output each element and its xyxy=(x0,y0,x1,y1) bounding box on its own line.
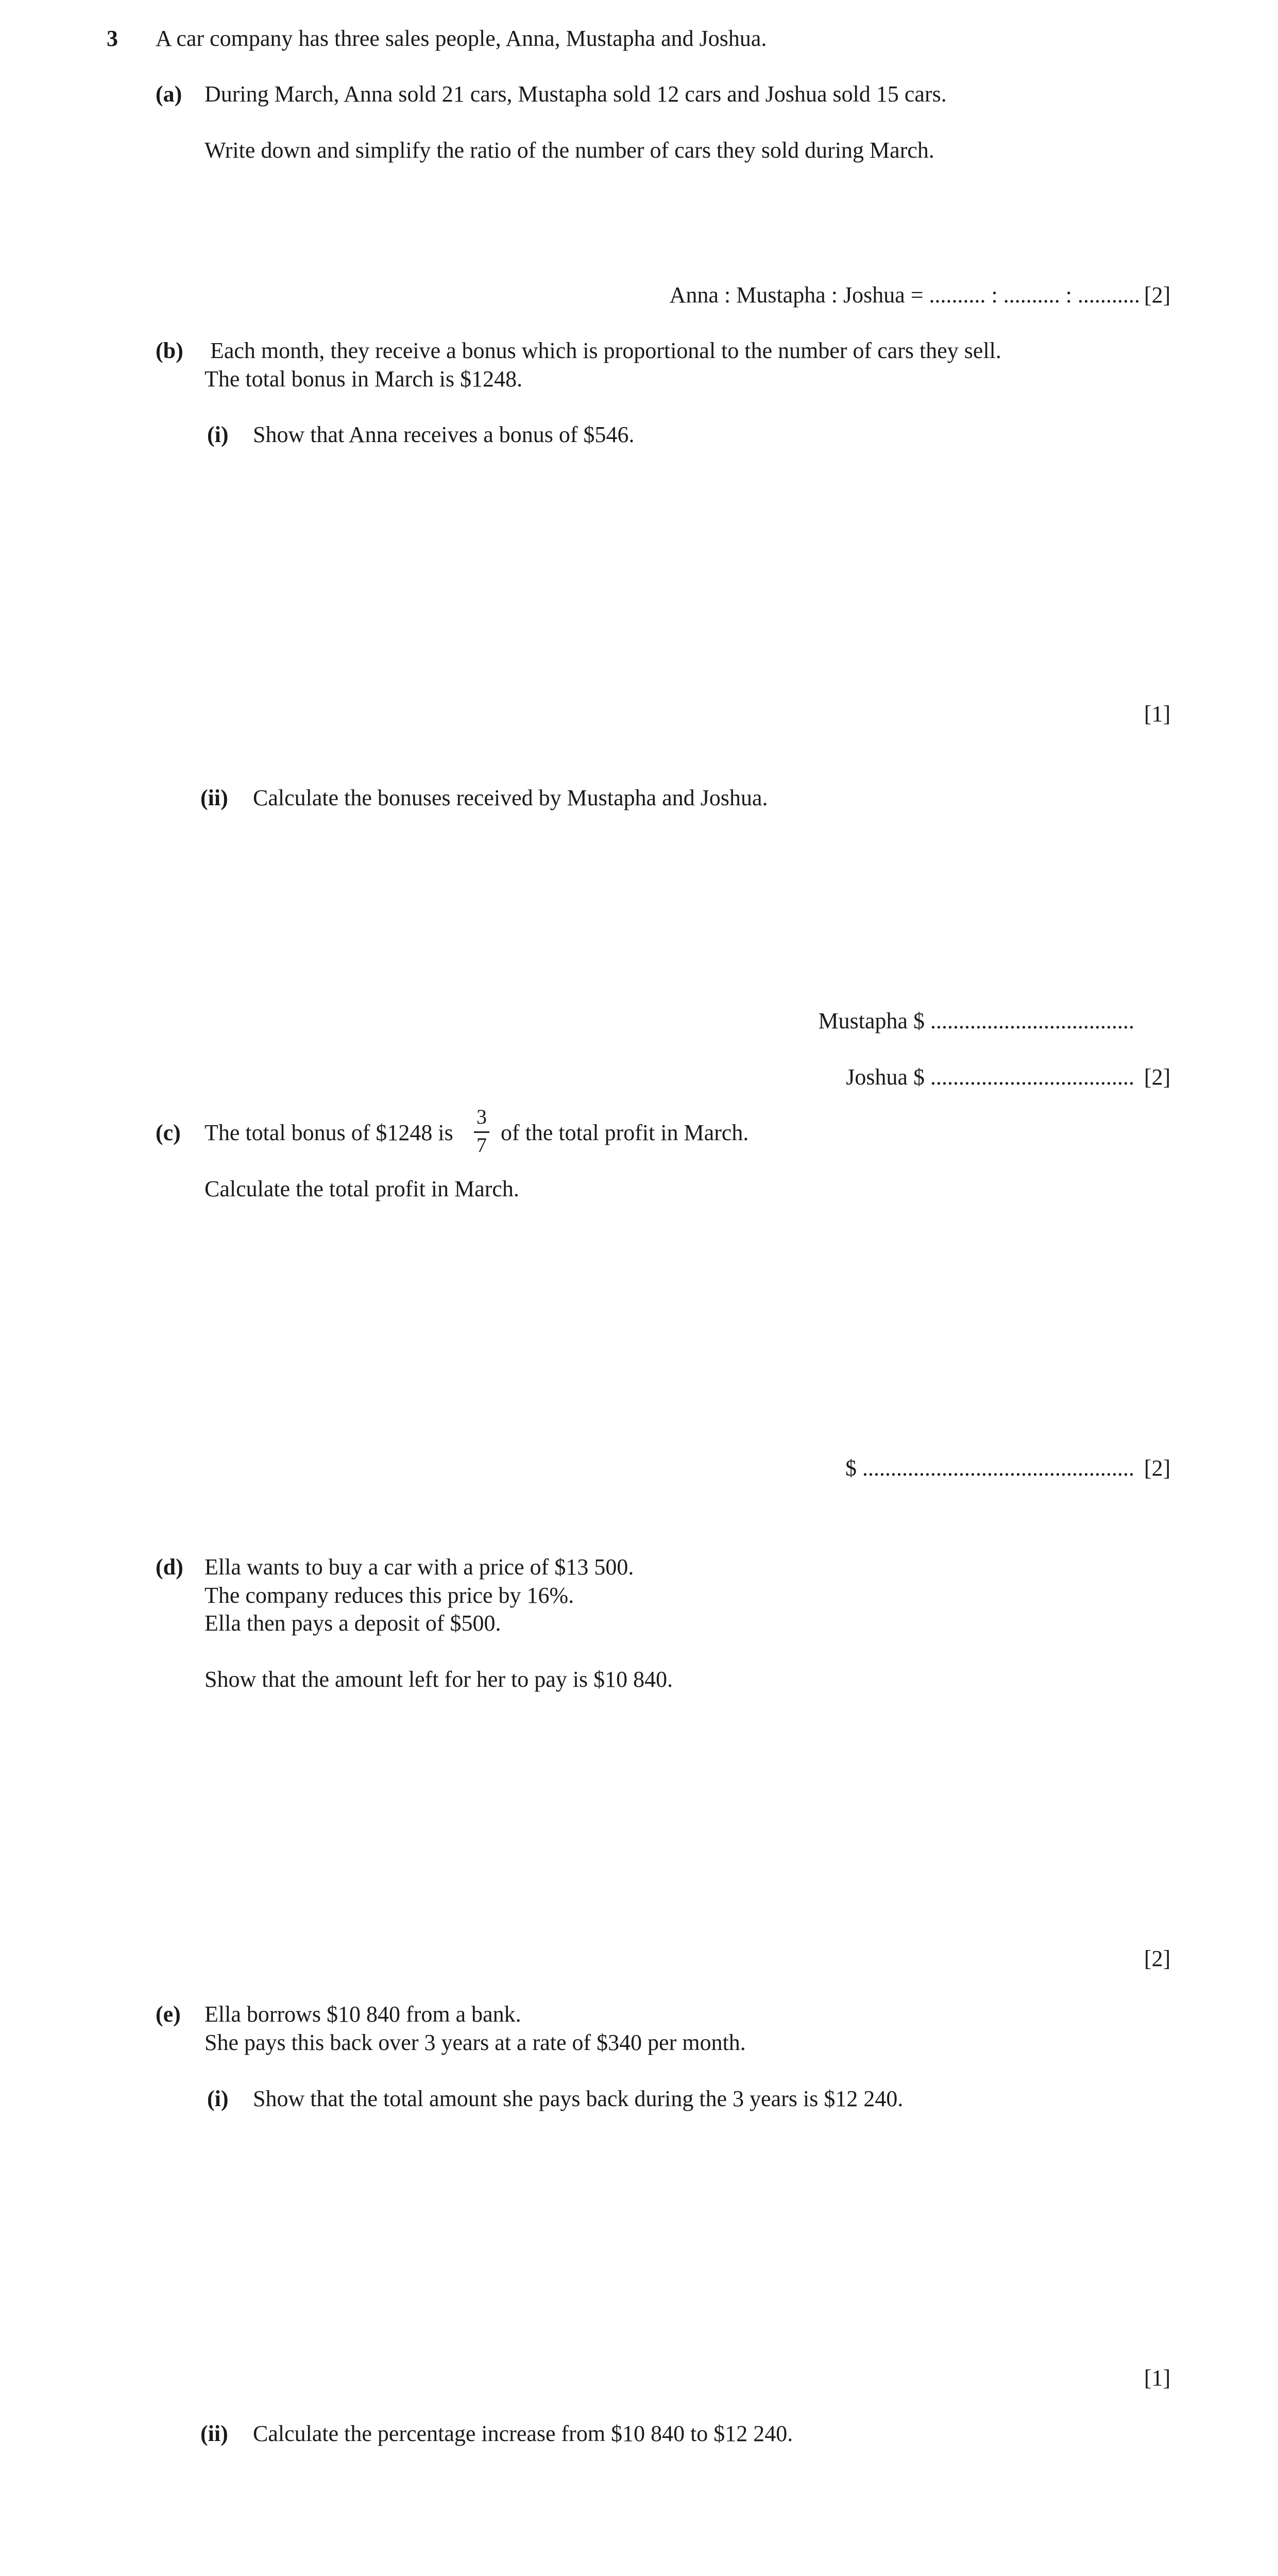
part-d-marks: [2] xyxy=(1144,1946,1171,1971)
three-sevenths-fraction xyxy=(474,1107,489,1156)
part-a-text: During March, Anna sold 21 cars, Mustapha sold 12 cars and Joshua sold 15 cars. xyxy=(205,81,947,107)
fraction-bar xyxy=(474,1131,489,1133)
part-c-marks: [2] xyxy=(1144,1455,1171,1481)
part-e-label: (e) xyxy=(156,2002,181,2027)
part-e-i-label: (i) xyxy=(207,2086,229,2111)
part-b-i-label: (i) xyxy=(207,422,229,447)
part-a-label: (a) xyxy=(156,81,182,107)
part-d-text-1: Ella wants to buy a car with a price of $13 500. xyxy=(205,1554,634,1580)
part-a-answer-line[interactable]: Anna : Mustapha : Joshua = .......... : .......... : ........... xyxy=(669,282,1140,308)
joshua-answer-line[interactable]: Joshua $ .................................... xyxy=(846,1064,1134,1090)
fraction-denominator: 7 xyxy=(476,1133,487,1157)
part-e-i-text: Show that the total amount she pays back during the 3 years is $12 240. xyxy=(253,2086,904,2111)
part-c-text-post: of the total profit in March. xyxy=(501,1120,749,1145)
question-number: 3 xyxy=(107,26,118,51)
part-c-instruction: Calculate the total profit in March. xyxy=(205,1176,519,1201)
part-b-i-marks: [1] xyxy=(1144,701,1171,726)
part-d-text-3: Ella then pays a deposit of $500. xyxy=(205,1611,501,1636)
part-b-ii-text: Calculate the bonuses received by Mustapha and Joshua. xyxy=(253,785,768,810)
part-a-marks: [2] xyxy=(1144,282,1171,308)
part-b-i-text: Show that Anna receives a bonus of $546. xyxy=(253,422,635,447)
part-d-label: (d) xyxy=(156,1554,183,1580)
part-b-text: Each month, they receive a bonus which is proportional to the number of cars they sell. xyxy=(210,338,1001,363)
part-b-label: (b) xyxy=(156,338,183,363)
part-c-text-pre: The total bonus of $1248 is xyxy=(205,1120,453,1145)
question-intro: A car company has three sales people, Anna, Mustapha and Joshua. xyxy=(156,26,767,51)
part-e-ii-text: Calculate the percentage increase from $10 840 to $12 240. xyxy=(253,2421,793,2446)
part-e-i-marks: [1] xyxy=(1144,2365,1171,2391)
part-c-answer-line[interactable]: $ ................................................ xyxy=(845,1455,1134,1481)
part-e-text-1: Ella borrows $10 840 from a bank. xyxy=(205,2002,521,2027)
part-c-label: (c) xyxy=(156,1120,181,1145)
mustapha-answer-line[interactable]: Mustapha $ .................................... xyxy=(818,1008,1134,1033)
part-e-text-2: She pays this back over 3 years at a rate of $340 per month. xyxy=(205,2030,746,2055)
part-b-ii-marks: [2] xyxy=(1144,1064,1171,1090)
fraction-numerator: 3 xyxy=(476,1105,487,1128)
part-b-ii-label: (ii) xyxy=(200,785,228,810)
part-e-ii-label: (ii) xyxy=(200,2421,228,2446)
part-a-instruction: Write down and simplify the ratio of the number of cars they sold during March. xyxy=(205,138,934,163)
part-d-instruction: Show that the amount left for her to pay is $10 840. xyxy=(205,1667,673,1692)
part-d-text-2: The company reduces this price by 16%. xyxy=(205,1583,574,1608)
part-b-text-2: The total bonus in March is $1248. xyxy=(205,366,523,392)
